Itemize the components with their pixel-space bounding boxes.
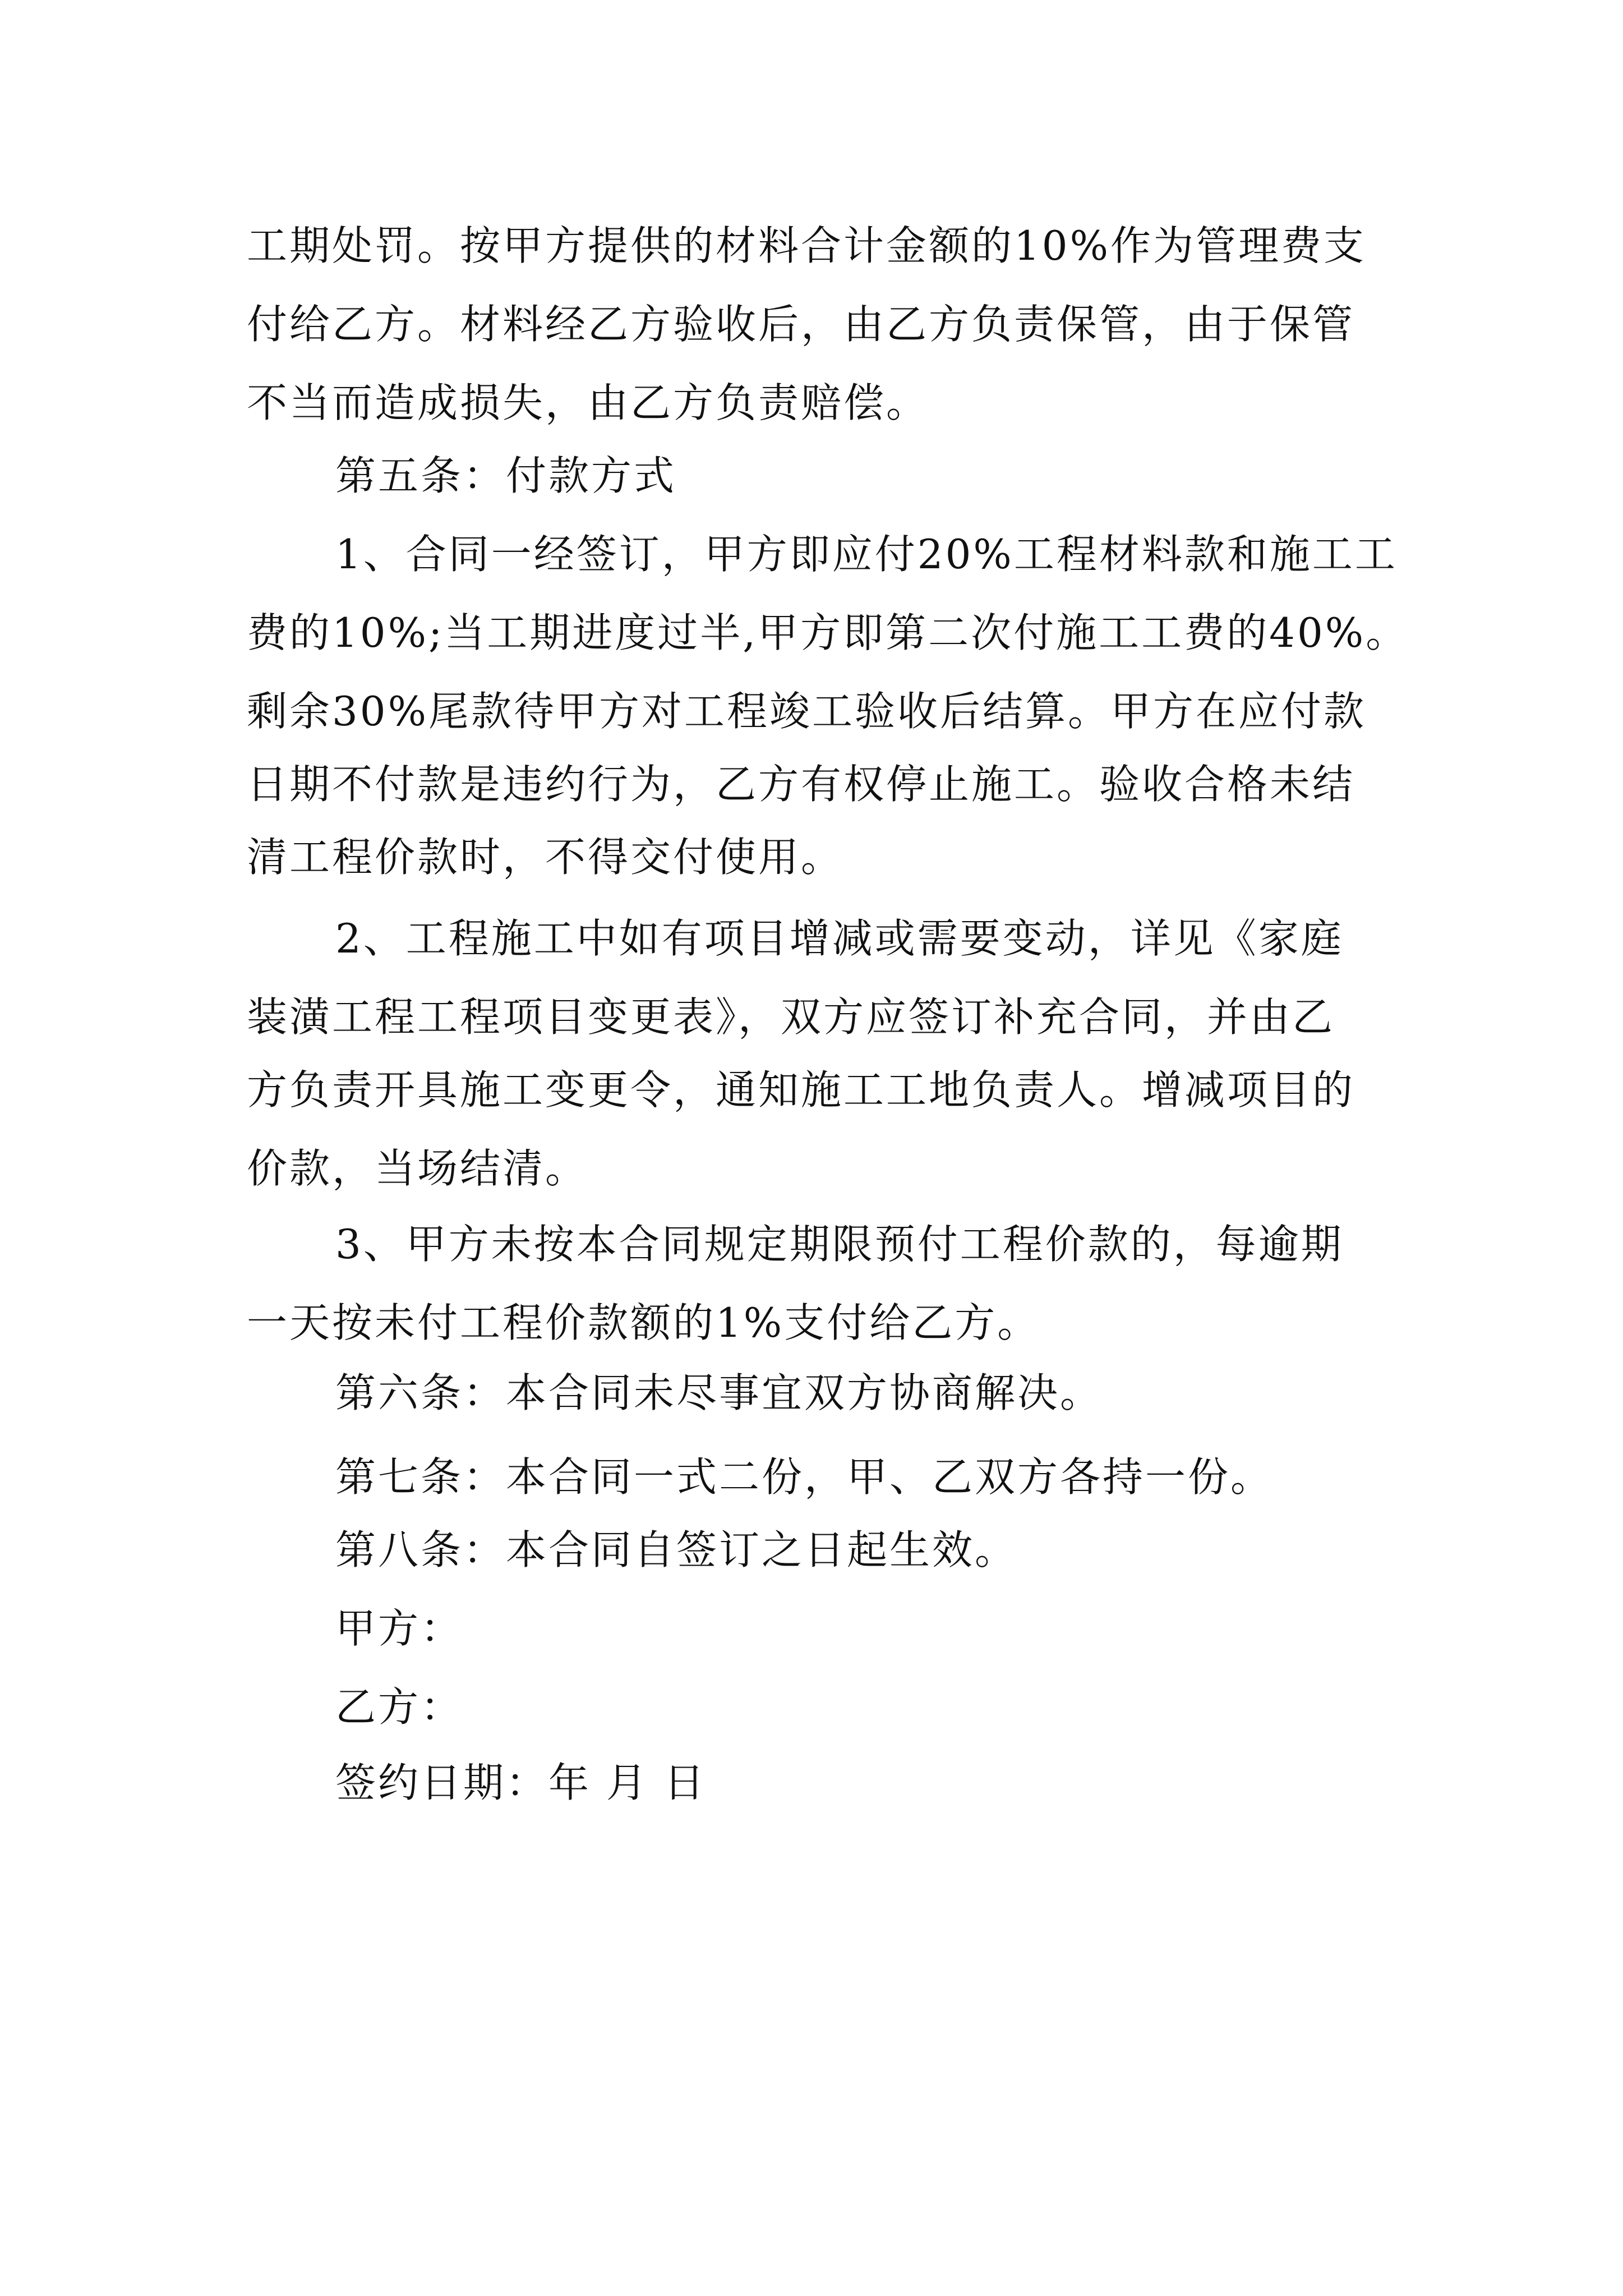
text-line: 3、甲方未按本合同规定期限预付工程价款的，每逾期 (335, 1221, 1344, 1268)
section-heading: 第七条：本合同一式二份，甲、乙双方各持一份。 (335, 1453, 1274, 1501)
signing-date-label: 签约日期：年 月 日 (335, 1759, 707, 1806)
party-b-label: 乙方： (335, 1683, 464, 1731)
section-heading: 第五条：付款方式 (335, 452, 677, 499)
text-line: 装潢工程工程项目变更表》，双方应签订补充合同，并由乙 (247, 993, 1335, 1041)
section-heading: 第六条：本合同未尽事宜双方协商解决。 (335, 1369, 1103, 1416)
text-line: 1、合同一经签订，甲方即应付20%工程材料款和施工工 (335, 531, 1398, 578)
text-line: 价款，当场结清。 (247, 1145, 588, 1192)
text-line: 付给乙方。材料经乙方验收后，由乙方负责保管，由于保管 (247, 301, 1355, 348)
text-line: 不当而造成损失，由乙方负责赔偿。 (247, 379, 929, 426)
text-line: 费的10%;当工期进度过半,甲方即第二次付施工工费的40%。 (247, 609, 1409, 656)
party-a-label: 甲方： (335, 1605, 464, 1652)
text-line: 日期不付款是违约行为，乙方有权停止施工。验收合格未结 (247, 761, 1355, 808)
text-line: 2、工程施工中如有项目增减或需要变动，详见《家庭 (335, 915, 1344, 962)
text-line: 工期处罚。按甲方提供的材料合计金额的10%作为管理费支 (247, 222, 1367, 269)
text-line: 方负责开具施工变更令，通知施工工地负责人。增减项目的 (247, 1066, 1355, 1114)
text-line: 一天按未付工程价款额的1%支付给乙方。 (247, 1299, 1040, 1346)
section-heading: 第八条：本合同自签订之日起生效。 (335, 1526, 1018, 1573)
text-line: 清工程价款时，不得交付使用。 (247, 834, 844, 881)
text-line: 剩余30%尾款待甲方对工程竣工验收后结算。甲方在应付款 (247, 688, 1367, 735)
